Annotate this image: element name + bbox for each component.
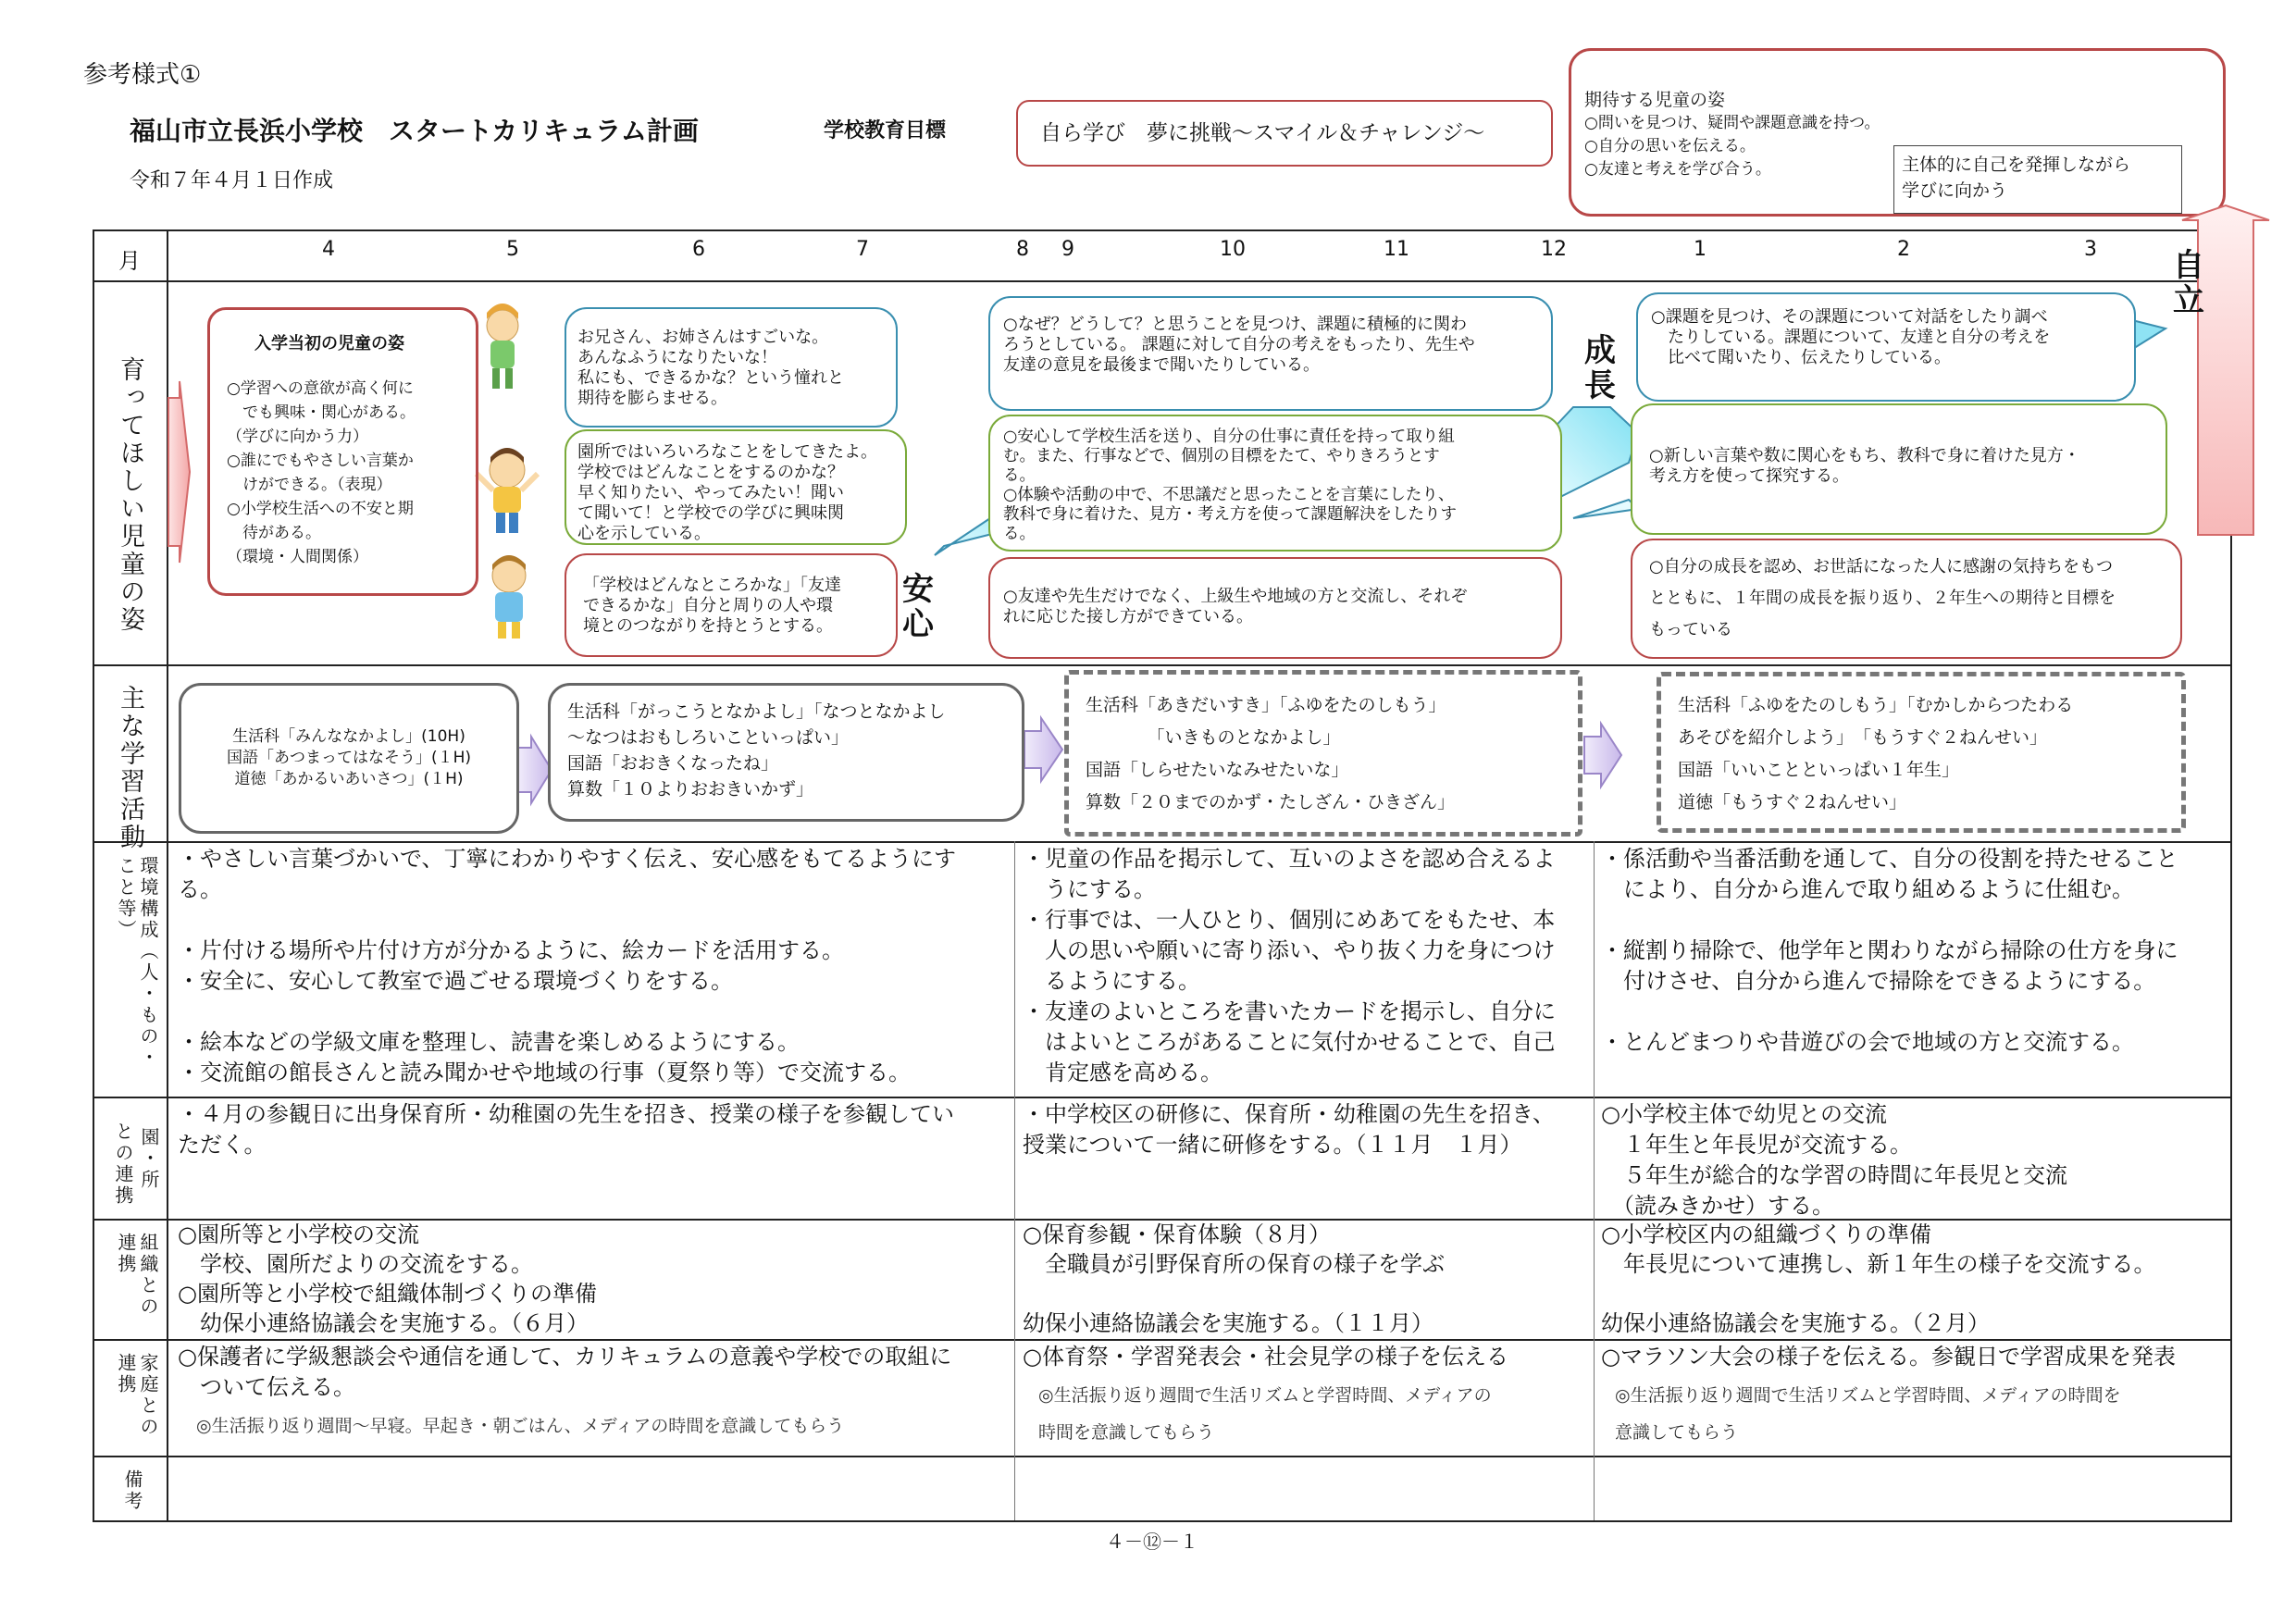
kankyo-term1: ・やさしい言葉づかいで、丁寧にわかりやすく伝え、安心感をもてるようにす る。 ・片付ける場所や片付け方が分かるように、絵カードを活用する。 ・安全に、安心して教室で過ごせる環境づくりをする。 ・絵本などの学級文庫を整理し、読書を楽しめるようにする。 ・交流館の館長さんと読み聞かせや地域の行事（夏祭り等）で交流する。 bbox=[178, 846, 956, 1085]
row-label-kankyo: 環境構成（人・もの・こと等） bbox=[115, 856, 159, 1069]
page-number: ４－⑫－１ bbox=[1106, 1531, 1198, 1553]
initial-children-box bbox=[207, 307, 478, 596]
month-9: 9 bbox=[1061, 238, 1074, 261]
bubble-growth: ○自分の成長を認め、お世話になった人に感謝の気持ちをもつ とともに、１年間の成長を振り返り、２年生への期待と目標を もっている bbox=[1631, 539, 2182, 659]
child-figure-icon bbox=[487, 304, 518, 389]
activity-arrow-icon bbox=[518, 737, 552, 803]
soshiki-term3: ○小学校区内の組織づくりの準備 年長児について連携し、新１年生の様子を交流する。 幼保小連絡協議会を実施する。（２月） bbox=[1601, 1221, 2156, 1336]
child-figure-icon bbox=[477, 448, 538, 533]
kankyo-term3: ・係活動や当番活動を通して、自分の役割を持たせること により、自分から進んで取り組めるように仕組む。 ・縦割り掃除で、他学年と関わりながら掃除の仕方を身に 付けさせ、自分から進んで掃除をできるようにする。 ・とんどまつりや昔遊びの会で地域の方と交流する。 bbox=[1601, 846, 2178, 1055]
soshiki-term1: ○園所等と小学校の交流 学校、園所だよりの交流をする。 ○園所等と小学校で組織体制づくりの準備 幼保小連絡協議会を実施する。（６月） bbox=[178, 1221, 597, 1336]
en-term1: ・４月の参観日に出身保育所・幼稚園の先生を招き、授業の様子を参観してい ただく。 bbox=[178, 1101, 955, 1158]
initial-body: ○学習への意欲が高く何に でも興味・関心がある。 （学びに向かう力） ○誰にでもやさしい言葉か けができる。（表現） ○小学校生活への不安と期 待がある。 （環境・人間関係） bbox=[227, 379, 416, 566]
goal-text: 自ら学び 夢に挑戦～スマイル＆チャレンジ～ bbox=[1040, 121, 1485, 145]
initial-title: 入学当初の児童の姿 bbox=[254, 334, 404, 353]
kankyo-term2: ・児童の作品を掲示して、互いのよさを認め合えるよ うにする。 ・行事では、一人ひとり、個別にめあてをもたせ、本 人の思いや願いに寄り添い、やり抜く力を身につけ るようにする。 ・友達のよいところを書いたカードを掲示し、自分に はよいところがあることに気付かせることで、自己 肯定感を高める。 bbox=[1023, 846, 1556, 1085]
activity-box-summer: 生活科「がっこうとなかよし」「なつとなかよし ～なつはおもしろいこといっぱい」 国語「おおきくなったね」 算数「１０よりおおきいかず」 bbox=[548, 683, 1024, 822]
bubble-new-words: ○新しい言葉や数に関心をもち、教科で身に着けた見方・ 考え方を使って探究する。 bbox=[1631, 403, 2167, 535]
katei-term2-note: ◎生活振り返り週間で生活リズムと学習時間、メディアの 時間を意識してもらう bbox=[1038, 1385, 1492, 1443]
seicho-label: 成長 bbox=[1584, 332, 1616, 404]
month-11: 11 bbox=[1384, 238, 1409, 261]
activity-box-apr: 生活科「みんななかよし」(10H) 国語「あつまってはなそう」(１H) 道徳「あかるいあいさつ」(１H) bbox=[179, 683, 519, 834]
bubble-exchange: ○友達や先生だけでなく、上級生や地域の方と交流し、それぞ れに応じた接し方ができている。 bbox=[988, 557, 1562, 659]
child-figure-icon bbox=[492, 555, 526, 638]
row-label-en-sub: との連携 bbox=[112, 1122, 134, 1207]
month-1: 1 bbox=[1694, 238, 1706, 261]
katei-term3: ○マラソン大会の様子を伝える。参観日で学習成果を発表 bbox=[1601, 1344, 2176, 1370]
anshin-label: 安心 bbox=[902, 571, 934, 643]
bubble-dialogue: ○課題を見つけ、その課題について対話をしたり調べ たりしている。課題について、友達と自分の考えを 比べて聞いたり、伝えたりしている。 bbox=[1636, 292, 2136, 402]
month-label: 月 bbox=[118, 248, 141, 274]
left-arrow-icon bbox=[168, 381, 190, 563]
katei-term2: ○体育祭・学習発表会・社会見学の様子を伝える bbox=[1023, 1344, 1508, 1370]
activity-box-autumn: 生活科「あきだいすき」「ふゆをたのしもう」 「いきものとなかよし」 国語「しらせたいなみせたいな」 算数「２０までのかず・たしざん・ひきざん」 bbox=[1064, 670, 1582, 837]
month-8: 8 bbox=[1016, 238, 1029, 261]
connector-icon bbox=[1573, 500, 1638, 518]
soshiki-term2: ○保育参観・保育体験（８月） 全職員が引野保育所の保育の様子を学ぶ 幼保小連絡協議会を実施する。（１１月） bbox=[1023, 1221, 1445, 1336]
month-10: 10 bbox=[1220, 238, 1246, 261]
en-term2: ・中学校区の研修に、保育所・幼稚園の先生を招き、 授業について一緒に研修をする。（１１月 １月） bbox=[1023, 1101, 1556, 1158]
month-5: 5 bbox=[506, 238, 519, 261]
activity-box-winter: 生活科「ふゆをたのしもう」「むかしからつたわる あそびを紹介しよう」 「もうすぐ２ねんせい」 国語「いいことといっぱい１年生」 道徳「もうすぐ２ねんせい」 bbox=[1657, 672, 2186, 833]
created-date: 令和７年４月１日作成 bbox=[130, 169, 334, 192]
bubble-why: ○なぜ？どうして？と思うことを見つけ、課題に積極的に関わ ろうとしている。 課題に対して自分の考えをもったり、先生や 友達の意見を最後まで聞いたりしている。 bbox=[988, 296, 1553, 411]
katei-term1: ○保護者に学級懇談会や通信を通して、カリキュラムの意義や学校での取組に ついて伝える。 bbox=[178, 1344, 952, 1400]
row-label-katsudo: 主な学習活動 bbox=[116, 685, 144, 851]
en-term3: ○小学校主体で幼児との交流 １年生と年長児が交流する。 ５年生が総合的な学習の時間に年長児と交流 （読みきかせ）する。 bbox=[1601, 1101, 2067, 1219]
bubble-school-life: ○安心して学校生活を送り、自分の仕事に責任を持って取り組 む。また、行事などで、個別の目標をたて、やりきろうとす る。 ○体験や活動の中で、不思議だと思ったことを言葉にしたり、 教科で身に着けた、見方・考え方を使って課題解決をしたりす る。 bbox=[988, 415, 1562, 552]
bubble-admire: お兄さん、お姉さんはすごいな。 あんなふうになりたいな！ 私にも、できるかな？という憧れと 期待を膨らませる。 bbox=[565, 307, 898, 428]
row-label-katei: 家庭との連携 bbox=[115, 1353, 159, 1438]
form-label: 参考様式① bbox=[83, 61, 202, 89]
month-3: 3 bbox=[2084, 238, 2097, 261]
expected-title: 期待する児童の姿 bbox=[1584, 90, 1726, 110]
expected-goal-box: 主体的に自己を発揮しながら 学びに向かう bbox=[1893, 145, 2182, 214]
activity-arrow-icon bbox=[1584, 724, 1621, 787]
jiritsu-label: 自立 bbox=[2173, 247, 2204, 319]
bubble-interest: 園所ではいろいろなことをしてきたよ。 学校ではどんなことをするのかな？ 早く知りたい、やってみたい！聞い て聞いて！と学校での学びに興味関 心を示している。 bbox=[565, 429, 907, 545]
expected-item: ○友達と考えを学び合う。 bbox=[1584, 160, 1771, 179]
row-label-en: 園・所 bbox=[138, 1127, 160, 1191]
row-label-soshiki: 組織との連携 bbox=[115, 1233, 159, 1318]
month-12: 12 bbox=[1541, 238, 1567, 261]
month-4: 4 bbox=[322, 238, 335, 261]
expected-item: ○問いを見つけ、疑問や課題意識を持つ。 bbox=[1584, 114, 1880, 132]
month-2: 2 bbox=[1897, 238, 1910, 261]
katei-term1-note: ◎生活振り返り週間～早寝。早起き・朝ごはん、メディアの時間を意識してもらう bbox=[196, 1416, 845, 1436]
row-label-sugata: 育ってほしい児童の姿 bbox=[116, 356, 144, 634]
month-6: 6 bbox=[692, 238, 705, 261]
month-7: 7 bbox=[856, 238, 869, 261]
activity-arrow-icon bbox=[1024, 718, 1062, 781]
expected-item: ○自分の思いを伝える。 bbox=[1584, 137, 1756, 155]
katei-term3-note: ◎生活振り返り週間で生活リズムと学習時間、メディアの時間を 意識してもらう bbox=[1615, 1385, 2121, 1443]
bubble-connect: 「学校はどんなところかな」「友達 できるかな」自分と周りの人や環 境とのつながりを持とうとする。 bbox=[565, 553, 898, 657]
page-title: 福山市立長浜小学校 スタートカリキュラム計画 bbox=[130, 116, 699, 146]
goal-label: 学校教育目標 bbox=[824, 119, 947, 143]
row-label-biko: 備考 bbox=[121, 1469, 143, 1512]
